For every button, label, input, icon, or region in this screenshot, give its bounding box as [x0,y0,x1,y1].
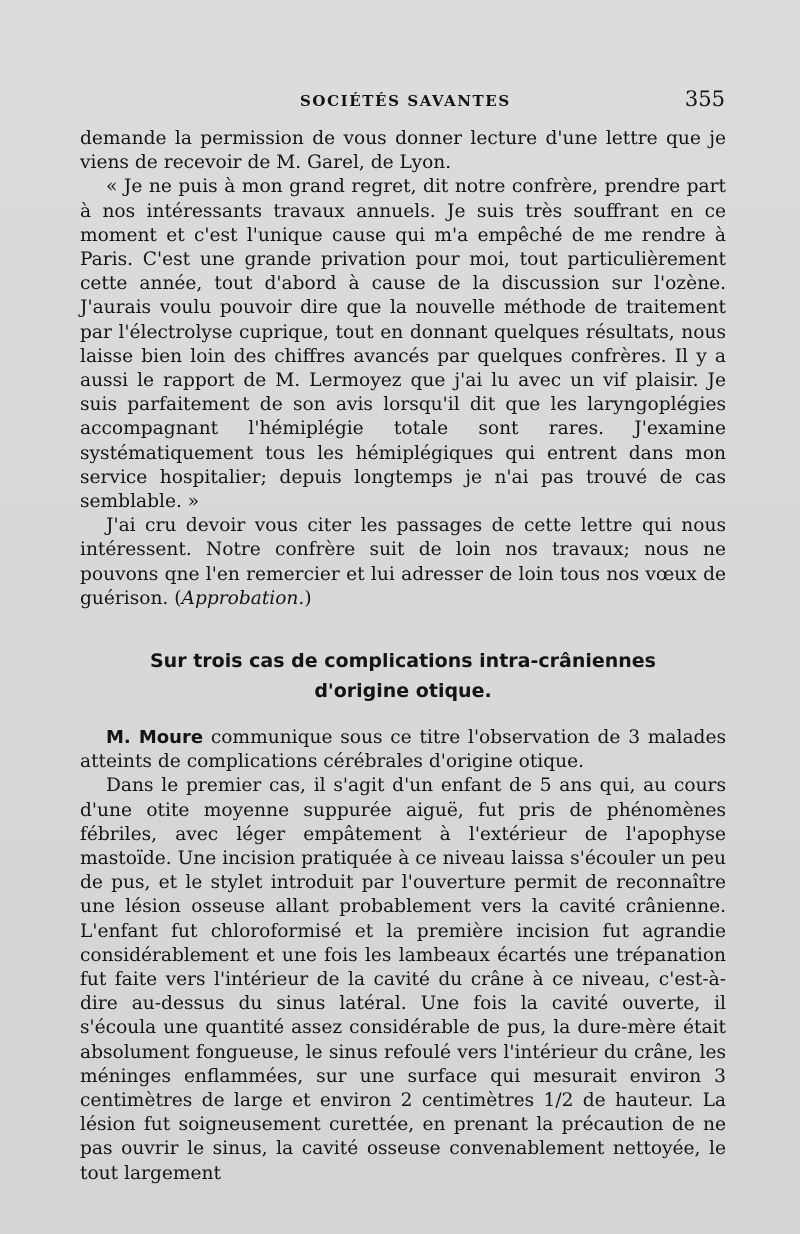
approbation-text: Approbation. [181,587,305,609]
paragraph-closing [80,514,726,611]
speaker-intro-text: communique sous ce titre l'observation de 3 malades atteints de complications cérébrales d'origine otique. [80,727,726,773]
speaker-name: M. Moure [106,727,204,748]
letter-section [80,127,726,611]
paragraph-first-case: Dans le premier cas, il s'agit d'un enfant de 5 ans qui, au cours d'une otite moyenne suppurée aiguë, fut pris de phénomènes fébriles, avec léger empâtement à l'extérieur de l'apophyse mastoïde. Une incision pratiquée à ce niveau laissa s'écouler un peu de pus, et le stylet introduit par l'ouverture permit de reconnaître une lésion osseuse allant probablement vers la cavité crânienne. L'enfant fut chloroformisé et la première incision fut agrandie considérablement et une fois les lambeaux écartés une trépanation fut faite vers l'intérieur de la cavité du crâne à ce niveau, c'est-à-dire au-dessus du sinus latéral. Une fois la cavité ouverte, il s'écoula une quantité assez considérable de pus, la dure-mère était absolument fongueuse, le sinus refoulé vers l'intérieur du crâne, les méninges enflammées, sur une surface qui mesurait environ 3 centimètres de large et environ 2 centimètres 1/2 de hauteur. La lésion fut soigneusement curettée, en prenant la précaution de ne pas ouvrir le sinus, la cavité osseuse convenablement nettoyée, le tout largement [80,775,726,1184]
communication-section [80,726,726,1186]
closing-paren: ) [304,587,312,609]
closing-text: J'ai cru devoir vous citer les passages de cette lettre qui nous intéressent. Notre confrère suit de loin nos travaux; nous ne pouvons qne l'en remercier et lui adresser de loin tous nos vœux de guérison. ( [80,515,726,609]
running-head-title: SOCIÉTÉS SAVANTES [300,92,511,110]
running-head [80,87,725,116]
page-number: 355 [684,87,725,111]
paragraph-speaker-intro [80,726,726,774]
paragraph-quoted-letter: « Je ne puis à mon grand regret, dit notre confrère, prendre part à nos intéressants travaux annuels. Je suis très souffrant en ce moment et c'est l'unique cause qui m'a empêché de me rendre à Paris. C'est une grande privation pour moi, tout particulièrement cette année, tout d'abord à cause de la discussion sur l'ozène. J'aurais voulu pouvoir dire que la nouvelle méthode de traitement par l'électrolyse cuprique, tout en donnant quelques résultats, nous laisse bien loin des chiffres avancés par quelques confrères. Il y a aussi le rapport de M. Lermoyez que j'ai lu avec un vif plaisir. Je suis parfaitement de son avis lorsqu'il dit que les laryngoplégies accompagnant l'hémiplégie totale sont rares. J'examine systématiquement tous les hémiplégiques qui entrent dans mon service hospitalier; depuis longtemps je n'ai pas trouvé de cas semblable. » [80,176,726,513]
section-heading [80,646,726,706]
section-heading-line-1: Sur trois cas de complications intra-crâniennes [150,650,656,672]
paragraph-intro: demande la permission de vous donner lecture d'une lettre que je viens de recevoir de M. Garel, de Lyon. [80,128,726,174]
section-heading-line-2: d'origine otique. [314,680,492,702]
